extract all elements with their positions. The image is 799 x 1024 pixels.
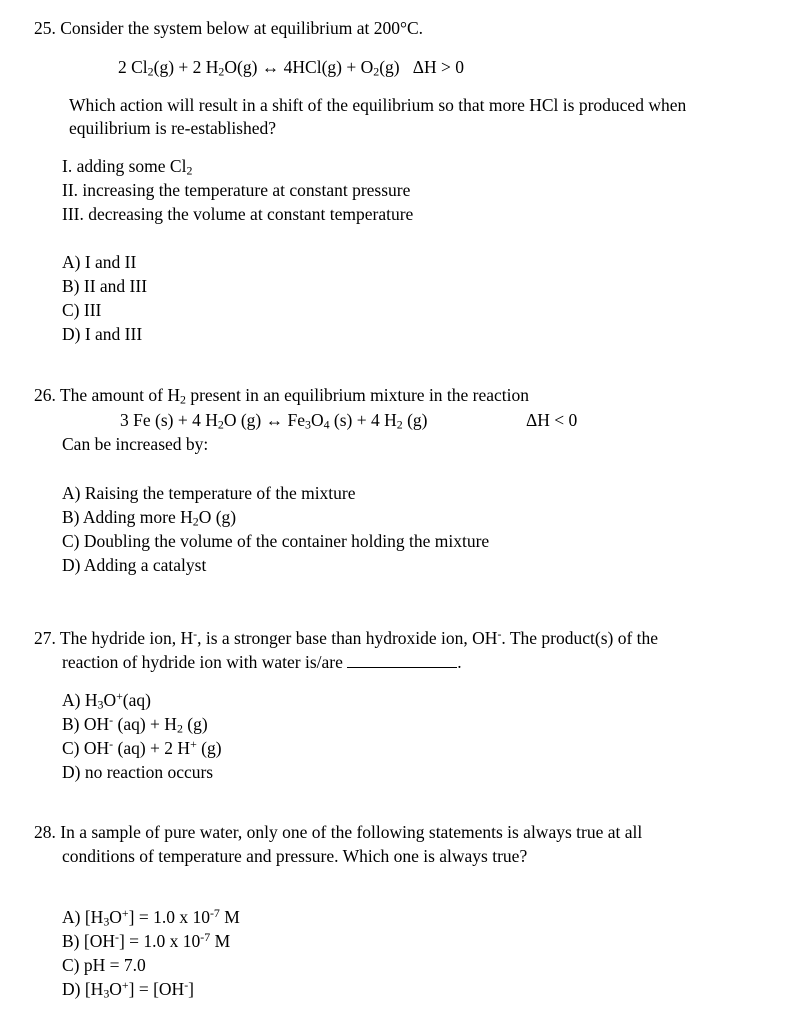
q26-choice-a: A) Raising the temperature of the mixture [62, 483, 356, 503]
q28-stem-line2: conditions of temperature and pressure. Which one is always true? [62, 846, 528, 866]
q26-question: Can be increased by: [62, 434, 209, 454]
q25-statement-ii: II. increasing the temperature at constant pressure [62, 180, 411, 200]
q25-equation: 2 $Cl_2(g) + 2$ $H_2O(g)$ ↔ $4HCl(g) + O_2(g) \Delta H > 0$ [118, 57, 465, 79]
q26-choice-b: B) Adding more $H_2O$ (g) [62, 507, 237, 529]
q27-choice-b: B) OH- $(aq) + H_2$ (g) [62, 713, 208, 736]
q25-choice-c: C) III [62, 300, 102, 320]
q26-enthalpy: ΔH < 0 [526, 410, 578, 430]
q25-statement-i: I. adding some $Cl_2$ [62, 156, 193, 178]
q25-choice-b: B) II and III [62, 276, 148, 296]
q28-choice-c: C) pH = 7.0 [62, 955, 146, 975]
q26-stem: 26. The amount of $H_2$ present in an equilibrium mixture in the reaction [34, 385, 530, 407]
answer-blank [347, 652, 457, 668]
q26-choice-c: C) Doubling the volume of the container holding the mixture [62, 531, 490, 551]
q25-choice-a: A) I and II [62, 252, 137, 272]
q25-question-line1: Which action will result in a shift of the equilibrium so that more HCl is produced when [69, 95, 687, 115]
q28-choice-a: A) $[H_3O^+] = 1.0$ x $10^{-7}$ M [62, 906, 240, 929]
q27-stem-line1: 27. The hydride ion, H-, is a stronger base than hydroxide ion, OH-. The product(s) of the [34, 627, 659, 648]
q27-choice-c: C) OH- (aq) + 2 H+ (g) [62, 737, 222, 758]
q27-choice-d: D) no reaction occurs [62, 762, 214, 782]
q26-choice-d: D) Adding a catalyst [62, 555, 207, 575]
q25-question-line2: equilibrium is re-established? [69, 118, 277, 138]
q25-stem: 25. Consider the system below at equilibrium at 200°C. [34, 18, 424, 38]
q26-equation: 3 Fe (s) + 4 $H_2O$ (g) ↔ $Fe_3O_4$ (s) + 4 $H_2$ (g) [120, 410, 428, 432]
q27-choice-a: A) $H_3O^+(aq)$ [62, 689, 151, 712]
q25-statement-iii: III. decreasing the volume at constant temperature [62, 204, 414, 224]
q28-choice-d: D) $[H_3O^+] = [OH^-]$ [62, 978, 194, 1001]
q28-stem-line1: 28. In a sample of pure water, only one of the following statements is always true at all [34, 822, 643, 842]
q25-choice-d: D) I and III [62, 324, 143, 344]
q27-stem-line2: reaction of hydride ion with water is/are . [62, 652, 462, 672]
q28-choice-b: B) [OH-] = 1.0 x $10^{-7}$ M [62, 930, 231, 951]
